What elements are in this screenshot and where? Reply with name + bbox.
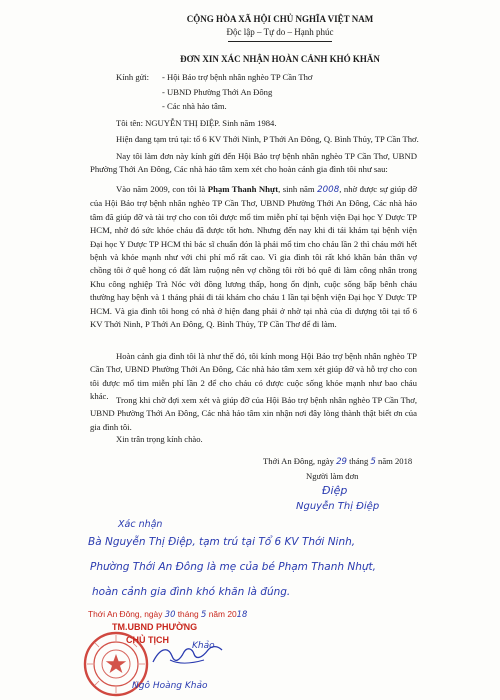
paragraph-situation	[90, 183, 417, 331]
confirmation-line: Bà Nguyễn Thị Điệp, tạm trú tại Tổ 6 KV Thới Ninh,	[88, 536, 356, 548]
identity-address: Hiện đang tạm trú tại: tổ 6 KV Thới Ninh, P Thới An Đông, Q. Bình Thủy, TP Cần Thơ.	[116, 134, 419, 144]
official-org: TM.UBND PHƯỜNG	[112, 622, 198, 632]
recipient-item: - UBND Phường Thới An Đông	[162, 87, 273, 97]
official-title: CHỦ TỊCH	[126, 635, 169, 645]
situation-start: Vào năm 2009, con tôi là	[116, 184, 208, 194]
official-signature: Khảo	[192, 641, 215, 651]
official-date-year-label: năm 20	[208, 609, 237, 619]
date-year: năm 2018	[378, 456, 413, 466]
recipient-item: - Hội Bảo trợ bệnh nhân nghèo TP Cần Thơ	[162, 72, 313, 82]
paragraph-request: Hoàn cảnh gia đình tôi là như thế đó, tôi kính mong Hội Bảo trợ bệnh nhân nghèo TP Cần Thơ, UBND Phường Thới An Đông, Các nhà hảo tâm xem xét giúp đỡ và hỗ trợ cho con tôi được mổ tim miễn phí lần 2 để cho cháu có được cuộc sống khỏe mạnh như bao cháu khác.	[90, 351, 417, 402]
date-month-label: tháng	[349, 456, 369, 466]
recipients-label: Kính gửi:	[116, 72, 150, 82]
confirmation-line: hoàn cảnh gia đình khó khăn là đúng.	[92, 586, 291, 598]
confirmation-heading: Xác nhận	[118, 519, 163, 530]
official-date-month-label: tháng	[177, 609, 199, 619]
recipient-item: - Các nhà hảo tâm.	[162, 101, 227, 111]
closing-greeting: Xin trân trọng kính chào.	[116, 434, 203, 444]
signer-label: Người làm đơn	[306, 471, 359, 481]
date-place: Thới An Đông, ngày	[263, 456, 334, 466]
document-title: ĐƠN XIN XÁC NHẬN HOÀN CẢNH KHÓ KHĂN	[180, 54, 380, 64]
child-name: Phạm Thanh Nhựt	[207, 184, 279, 194]
paragraph-thanks: Trong khi chờ đợi xem xét và giúp đỡ của Hội Bảo trợ bệnh nhân nghèo TP Cần Thơ, UBND Phường Thới An Đông, Các nhà hảo tâm xin nhận nơi đây lòng thành thật biết ơn của gia đình tôi.	[90, 395, 417, 432]
applicant-date	[263, 456, 412, 467]
motto: Độc lập – Tự do – Hạnh phúc	[226, 27, 334, 37]
identity-name: Tôi tên: NGUYỄN THỊ ĐIỆP. Sinh năm 1984.	[116, 118, 277, 128]
birth-label: , sinh năm	[278, 184, 318, 194]
official-date-day: 30	[164, 609, 176, 619]
official-date-place: Thới An Đông, ngày	[88, 609, 163, 619]
official-date-year-suffix: 18	[236, 609, 248, 619]
applicant-handwritten-name: Nguyễn Thị Điệp	[296, 501, 380, 512]
official-signature-scribble-icon	[150, 640, 230, 670]
national-title: CỘNG HÒA XÃ HỘI CHỦ NGHĨA VIỆT NAM	[186, 14, 374, 24]
paragraph-intro: Nay tôi làm đơn này kính gửi đến Hội Bảo trợ bệnh nhân nghèo TP Cần Thơ, UBND Phường Thới An Đông, Các nhà hảo tâm xem xét cho hoàn cảnh gia đình tôi như sau:	[90, 151, 417, 175]
situation-rest: , nhờ được sự giúp đỡ của Hội Bảo trợ bệnh nhân nghèo TP Cần Thơ, UBND Phường Thới An Đông, Các nhà hảo tâm đã giúp đỡ và tài trợ cho con tôi được mổ tim miễn phí tại bệnh viện Đại học Y Dược TP HCM, nhờ đó sức khỏe cháu đã được tốt hơn. Nhưng đến nay khi đi tái khám tại bệnh viện Đại học Y Dược TP HCM thì bác sĩ chuẩn đón là phải mổ tim cho cháu lần 2 thì cháu mới hết bệnh và khỏe mạnh như với chi phí mổ rất cao. Vì gia đình tôi rất khó khăn bản thân vợ chồng tôi ở quê hong có đất làm ruộng nên vợ chồng tôi rời bỏ quê đi làm công nhân trong Khu công nghiệp Trà Nóc với đồng lương thấp, hong ổn định, cuộc sống bấp bênh cháu thường hay bệnh và 1 tháng phải đi tái khám cho cháu 1 lần tại bệnh viện Đại học Y Dược TP HCM. Và gia đình tôi hong có nhà ở hiện đang phải ở nhờ tại nhà của dì dượng tôi tại tổ 6 KV Thới Ninh, P Thới An Đông, Q. Bình Thủy, TP Cần Thơ để đi làm.	[90, 184, 417, 330]
date-month: 5	[370, 457, 376, 467]
official-signer-name: Ngô Hoàng Khảo	[132, 681, 208, 691]
official-date	[88, 609, 247, 619]
official-date-month: 5	[201, 609, 207, 619]
date-day: 29	[336, 457, 347, 467]
motto-underline	[228, 41, 332, 42]
applicant-signature: Điệp	[322, 484, 348, 497]
handwritten-birth-year: 2008	[317, 185, 340, 195]
confirmation-line: Phường Thới An Đông là mẹ của bé Phạm Thanh Nhựt,	[90, 561, 376, 573]
